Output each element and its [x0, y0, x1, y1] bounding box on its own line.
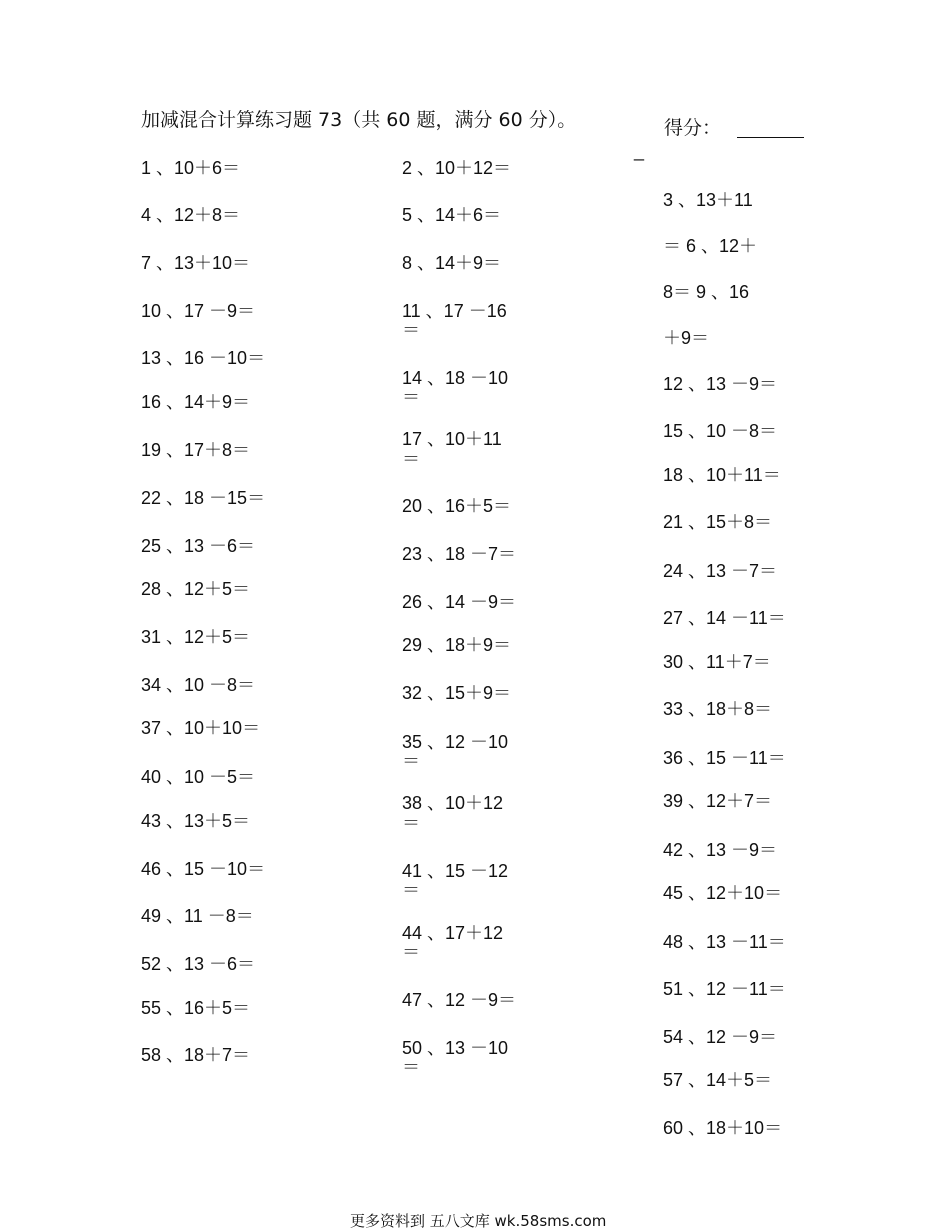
- problem: ＝ 6 、12＋: [663, 236, 758, 256]
- problem: 51 、12 －11＝: [663, 979, 786, 999]
- problem: 29 、18＋9＝: [402, 635, 512, 655]
- problem-continuation: ＝: [402, 942, 420, 962]
- problem-continuation: ＝: [402, 880, 420, 900]
- problem: 40 、10 －5＝: [141, 767, 256, 787]
- problem: 48 、13 －11＝: [663, 932, 786, 952]
- problem: 1 、10＋6＝: [141, 158, 241, 178]
- problem: ＋9＝: [663, 328, 710, 348]
- problem: 31 、12＋5＝: [141, 627, 251, 647]
- problem-continuation: ＝: [402, 320, 420, 340]
- problem: 60 、18＋10＝: [663, 1118, 783, 1138]
- problem: 58 、18＋7＝: [141, 1045, 251, 1065]
- problem: 21 、15＋8＝: [663, 512, 773, 532]
- score-blank: [737, 118, 804, 138]
- problem: 35 、12 －10: [402, 732, 509, 752]
- problem: 28 、12＋5＝: [141, 579, 251, 599]
- problem: 38 、10＋12: [402, 793, 504, 813]
- footer-watermark-text: 更多资料到 五八文库 wk.58sms.com: [350, 1212, 607, 1230]
- problem: 30 、11＋7＝: [663, 652, 771, 672]
- problem: 41 、15 －12: [402, 861, 509, 881]
- problem: 4 、12＋8＝: [141, 205, 241, 225]
- problem: 57 、14＋5＝: [663, 1070, 773, 1090]
- problem: 50 、13 －10: [402, 1038, 509, 1058]
- problem: 26 、14 －9＝: [402, 592, 517, 612]
- problem: 46 、15 －10＝: [141, 859, 266, 879]
- problem: 42 、13 －9＝: [663, 840, 778, 860]
- problem: 34 、10 －8＝: [141, 675, 256, 695]
- problem: 22 、18 －15＝: [141, 488, 266, 508]
- problem: 32 、15＋9＝: [402, 683, 512, 703]
- problem: 8＝ 9 、16: [663, 282, 750, 302]
- problem: 8 、14＋9＝: [402, 253, 502, 273]
- problem: 14 、18 －10: [402, 368, 509, 388]
- problem: 24 、13 －7＝: [663, 561, 778, 581]
- problem: 36 、15 －11＝: [663, 748, 786, 768]
- problem: 2 、10＋12＝: [402, 158, 512, 178]
- problem: 15 、10 －8＝: [663, 421, 778, 441]
- problem: 37 、10＋10＝: [141, 718, 261, 738]
- problem: 16 、14＋9＝: [141, 392, 251, 412]
- problem: 11 、17 －16: [402, 301, 507, 321]
- problem: 10 、17 －9＝: [141, 301, 256, 321]
- problem: 43 、13＋5＝: [141, 811, 251, 831]
- problem-continuation: ＝: [402, 449, 420, 469]
- problem: 55 、16＋5＝: [141, 998, 251, 1018]
- problem: 44 、17＋12: [402, 923, 504, 943]
- problem: 27 、14 －11＝: [663, 608, 786, 628]
- problem: 17 、10＋11: [402, 429, 502, 449]
- problem: 52 、13 －6＝: [141, 954, 256, 974]
- problem-continuation: ＝: [402, 1057, 420, 1077]
- problem: 33 、18＋8＝: [663, 699, 773, 719]
- score-blank-tail: _: [634, 141, 645, 161]
- problem: 54 、12 －9＝: [663, 1027, 778, 1047]
- problem: 18 、10＋11＝: [663, 465, 781, 485]
- problem: 5 、14＋6＝: [402, 205, 502, 225]
- problem: 20 、16＋5＝: [402, 496, 512, 516]
- problem: 45 、12＋10＝: [663, 883, 783, 903]
- problem: 13 、16 －10＝: [141, 348, 266, 368]
- problem-continuation: ＝: [402, 813, 420, 833]
- problem-continuation: ＝: [402, 751, 420, 771]
- problem-continuation: ＝: [402, 387, 420, 407]
- problem: 19 、17＋8＝: [141, 440, 251, 460]
- worksheet-title: 加减混合计算练习题 73（共 60 题，满分 60 分）。: [141, 109, 577, 131]
- problem: 25 、13 －6＝: [141, 536, 256, 556]
- problem: 39 、12＋7＝: [663, 791, 773, 811]
- problem: 7 、13＋10＝: [141, 253, 251, 273]
- problem: 3 、13＋11: [663, 190, 753, 210]
- score-label: 得分：: [664, 117, 722, 139]
- problem: 12 、13 －9＝: [663, 374, 778, 394]
- problem: 47 、12 －9＝: [402, 990, 517, 1010]
- problem: 23 、18 －7＝: [402, 544, 517, 564]
- problem: 49 、11 －8＝: [141, 906, 254, 926]
